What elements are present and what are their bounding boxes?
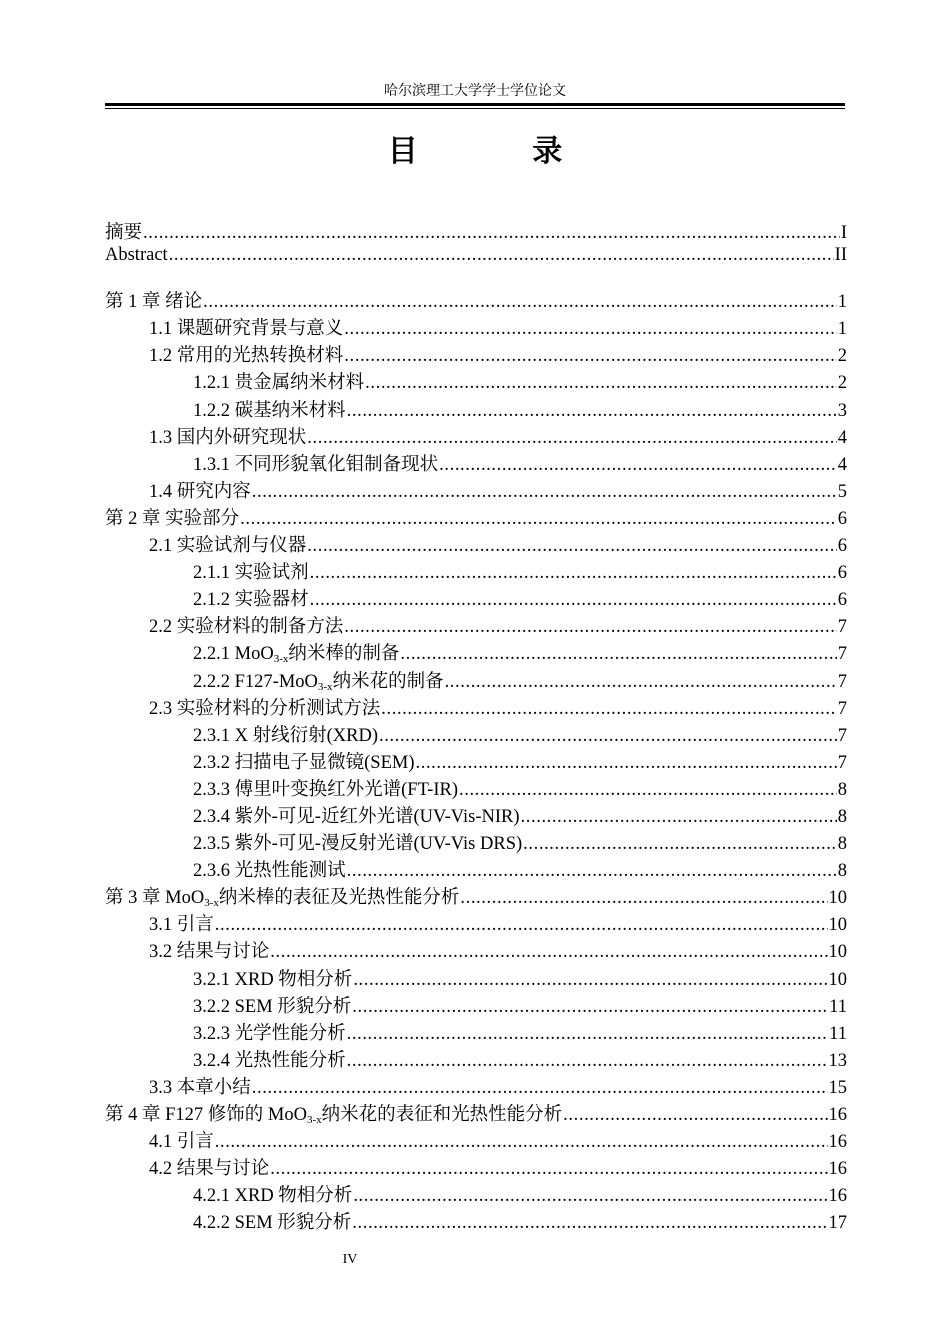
toc-entry[interactable] xyxy=(105,423,847,450)
dot-leader xyxy=(347,1051,828,1072)
toc-title: 目 录 xyxy=(387,134,615,169)
toc-entry-title: 2.3.5 紫外-可见-漫反射光谱(UV-Vis DRS) xyxy=(193,834,523,855)
dot-leader xyxy=(310,590,837,611)
dot-leader xyxy=(203,292,837,313)
toc-entry-subscript: 3-x xyxy=(306,1114,322,1126)
toc-entry-title-part: 纳米棒的表征及光热性能分析 xyxy=(218,888,460,909)
dot-leader xyxy=(459,780,837,801)
toc-entry-title: 1.2.2 碳基纳米材料 xyxy=(193,400,346,421)
toc-entry-page: 7 xyxy=(837,698,847,719)
toc-entry-title-part: 纳米花的制备 xyxy=(332,671,444,692)
dot-leader xyxy=(252,1078,828,1099)
page-number: IV xyxy=(342,1252,358,1267)
toc-entry-title: 2.1 实验试剂与仪器 xyxy=(149,536,307,557)
toc-entry-title: 3.3 本章小结 xyxy=(149,1077,251,1098)
header-rule-thin xyxy=(105,108,845,109)
dot-leader xyxy=(347,1024,829,1045)
dot-leader xyxy=(344,617,836,638)
toc-entry-page: 7 xyxy=(837,752,847,773)
dot-leader xyxy=(215,915,828,936)
dot-leader xyxy=(365,373,837,394)
toc-entry[interactable] xyxy=(105,721,847,748)
toc-entry-title-part: 第 4 章 F127 修饰的 MoO xyxy=(105,1105,307,1125)
toc-entry[interactable] xyxy=(105,910,847,937)
dot-leader xyxy=(270,942,827,963)
toc-entry[interactable] xyxy=(105,531,847,558)
toc-entry-page: 16 xyxy=(828,1105,847,1125)
toc-entry-page: 4 xyxy=(837,427,847,448)
toc-entry-title: 2.1.1 实验试剂 xyxy=(193,563,309,584)
toc-entry-page: I xyxy=(840,223,847,243)
toc-entry[interactable] xyxy=(105,504,847,531)
dot-leader xyxy=(353,1186,827,1207)
toc-entry-title: 2.3.6 光热性能测试 xyxy=(193,861,346,882)
toc-entry[interactable] xyxy=(105,856,847,883)
toc-entry[interactable] xyxy=(105,341,847,368)
toc-entry-page: 6 xyxy=(837,563,847,584)
toc-entry-title: 3.2.4 光热性能分析 xyxy=(193,1050,346,1071)
dot-leader xyxy=(523,834,837,855)
toc-entry[interactable] xyxy=(105,218,847,245)
toc-entry-title: 1.2 常用的光热转换材料 xyxy=(149,346,344,367)
toc-entry[interactable] xyxy=(105,612,847,639)
toc-entry-title: 2.3 实验材料的分析测试方法 xyxy=(149,698,381,719)
toc-entry-page: 11 xyxy=(829,1023,847,1044)
toc-entry-page: 1 xyxy=(837,292,847,313)
toc-entry-page: 10 xyxy=(828,915,847,936)
toc-entry[interactable] xyxy=(105,694,847,721)
toc-entry[interactable] xyxy=(105,937,847,964)
toc-entry-title: 4.2.2 SEM 形貌分析 xyxy=(193,1213,352,1234)
toc-entry-page: 10 xyxy=(828,969,847,990)
header-rule-thick xyxy=(105,103,845,106)
dot-leader xyxy=(352,997,828,1018)
running-header: 哈尔滨理工大学学士学位论文 xyxy=(384,84,566,99)
toc-entry-title: 4.2 结果与讨论 xyxy=(149,1159,270,1180)
toc-entry-subscript: 3-x xyxy=(204,897,219,910)
toc-entry[interactable] xyxy=(105,748,847,775)
toc-entry[interactable] xyxy=(105,1046,847,1073)
toc-entry-title-part: 纳米棒的制备 xyxy=(288,644,400,665)
toc-entry-title: 4.2.1 XRD 物相分析 xyxy=(193,1186,353,1207)
dot-leader xyxy=(310,563,837,584)
toc-entry[interactable] xyxy=(105,667,847,694)
toc-entry-title: 3.2.3 光学性能分析 xyxy=(193,1023,346,1044)
toc-entry-page: 8 xyxy=(837,834,847,855)
dot-leader xyxy=(563,1105,827,1126)
toc-entry-title xyxy=(105,883,459,909)
toc-entry-title-part: 2.2.2 F127-MoO xyxy=(193,671,318,692)
dot-leader xyxy=(353,970,827,991)
toc-entry-title: 3.2.2 SEM 形貌分析 xyxy=(193,996,352,1017)
toc-entry-title xyxy=(193,667,444,693)
toc-entry[interactable] xyxy=(105,245,847,272)
toc-entry[interactable] xyxy=(105,965,847,992)
dot-leader xyxy=(381,699,836,720)
toc-entry[interactable] xyxy=(105,1154,847,1181)
toc-entry-title: 2.3.4 紫外-可见-近红外光谱(UV-Vis-NIR) xyxy=(193,806,520,827)
toc-entry[interactable] xyxy=(105,585,847,612)
toc-entry-page: 4 xyxy=(837,454,847,475)
toc-entry-page: 13 xyxy=(828,1050,847,1071)
toc-entry-page: 17 xyxy=(828,1213,847,1234)
toc-entry-page: 7 xyxy=(837,617,847,638)
dot-leader xyxy=(307,536,836,557)
dot-leader xyxy=(445,672,837,693)
toc-entry-title: 3.1 引言 xyxy=(149,915,214,936)
toc-entry[interactable] xyxy=(105,1208,847,1235)
toc-entry-title: 3.2.1 XRD 物相分析 xyxy=(193,969,353,990)
toc-entry[interactable] xyxy=(105,368,847,395)
dot-leader xyxy=(379,726,837,747)
dot-leader xyxy=(521,807,837,828)
toc-entry-title: 1.2.1 贵金属纳米材料 xyxy=(193,373,365,394)
toc-entry-page: 2 xyxy=(837,346,847,367)
toc-entry[interactable] xyxy=(105,775,847,802)
dot-leader xyxy=(416,753,837,774)
toc-entry-title: 2.3.1 X 射线衍射(XRD) xyxy=(193,725,378,746)
toc-entry-title: 1.3 国内外研究现状 xyxy=(149,427,307,448)
toc-entry-page: 7 xyxy=(837,644,847,665)
toc-entry-page: 10 xyxy=(828,942,847,963)
dot-leader xyxy=(307,428,836,449)
dot-leader xyxy=(347,861,837,882)
toc-entry[interactable] xyxy=(105,477,847,504)
toc-entry-page: 8 xyxy=(837,861,847,882)
toc-entry-page: 1 xyxy=(837,319,847,340)
toc-entry[interactable] xyxy=(105,829,847,856)
toc-entry-title-part: 2.2.1 MoO xyxy=(193,644,274,665)
toc-entry-title: 1.4 研究内容 xyxy=(149,481,251,502)
toc-entry-page: 16 xyxy=(828,1186,847,1207)
toc-entry[interactable] xyxy=(105,1100,847,1127)
toc-entry-title: 1.1 课题研究背景与意义 xyxy=(149,319,344,340)
toc-entry-title: 第 1 章 绪论 xyxy=(105,292,203,313)
toc-entry[interactable] xyxy=(105,883,847,910)
dot-leader xyxy=(252,482,837,503)
table-of-contents xyxy=(105,218,847,1235)
toc-entry-title xyxy=(193,639,399,665)
toc-entry-page: 5 xyxy=(837,481,847,502)
toc-entry[interactable] xyxy=(105,1127,847,1154)
toc-entry-page: 8 xyxy=(837,806,847,827)
dot-leader xyxy=(460,888,827,909)
toc-entry-title: 1.3.1 不同形貌氧化钼制备现状 xyxy=(193,454,439,475)
toc-entry-page: 2 xyxy=(837,373,847,394)
toc-entry[interactable] xyxy=(105,396,847,423)
toc-entry-subscript: 3-x xyxy=(273,653,289,666)
toc-entry-title: 3.2 结果与讨论 xyxy=(149,942,270,963)
toc-entry-title xyxy=(105,1100,562,1126)
toc-entry-page: 7 xyxy=(837,725,847,746)
dot-leader xyxy=(240,509,837,530)
toc-entry[interactable] xyxy=(105,1019,847,1046)
toc-entry-title: 2.3.3 傅里叶变换红外光谱(FT-IR) xyxy=(193,779,458,800)
toc-entry[interactable] xyxy=(105,314,847,341)
toc-entry-page: 8 xyxy=(837,779,847,800)
toc-entry-page: 15 xyxy=(828,1077,847,1098)
toc-entry-page: 16 xyxy=(828,1132,847,1153)
toc-entry-title: 第 2 章 实验部分 xyxy=(105,508,240,529)
toc-entry-subscript: 3-x xyxy=(317,680,333,693)
toc-entry-page: 3 xyxy=(837,400,847,421)
toc-entry-title: 2.2 实验材料的制备方法 xyxy=(149,617,344,638)
toc-entry-title-part: 纳米花的表征和光热性能分析 xyxy=(321,1105,563,1125)
toc-entry[interactable] xyxy=(105,639,847,666)
dot-leader xyxy=(344,346,836,367)
toc-entry-title: 摘要 xyxy=(105,223,143,243)
toc-entry-page: 7 xyxy=(837,671,847,692)
toc-entry-page: 6 xyxy=(837,536,847,557)
dot-leader xyxy=(400,644,836,665)
toc-entry[interactable] xyxy=(105,1073,847,1100)
dot-leader xyxy=(270,1159,827,1180)
toc-entry-page: 16 xyxy=(828,1159,847,1180)
toc-entry-title: 2.1.2 实验器材 xyxy=(193,590,309,611)
toc-entry[interactable] xyxy=(105,802,847,829)
dot-leader xyxy=(352,1213,827,1234)
toc-entry[interactable] xyxy=(105,287,847,314)
toc-entry-page: II xyxy=(834,245,847,266)
toc-entry[interactable] xyxy=(105,450,847,477)
toc-entry[interactable] xyxy=(105,1181,847,1208)
toc-entry[interactable] xyxy=(105,992,847,1019)
dot-leader xyxy=(215,1132,828,1153)
dot-leader xyxy=(169,245,834,266)
toc-entry-page: 6 xyxy=(837,590,847,611)
toc-entry[interactable] xyxy=(105,558,847,585)
toc-entry-title: 4.1 引言 xyxy=(149,1132,214,1153)
toc-entry-title-part: 第 3 章 MoO xyxy=(105,888,205,909)
dot-leader xyxy=(439,455,837,476)
dot-leader xyxy=(344,319,836,340)
toc-entry-page: 10 xyxy=(828,888,847,909)
toc-entry-title: 2.3.2 扫描电子显微镜(SEM) xyxy=(193,752,415,773)
dot-leader xyxy=(347,401,837,422)
toc-entry-title: Abstract xyxy=(105,245,168,266)
dot-leader xyxy=(143,223,840,244)
toc-entry-page: 6 xyxy=(837,508,847,529)
toc-entry-page: 11 xyxy=(829,996,847,1017)
